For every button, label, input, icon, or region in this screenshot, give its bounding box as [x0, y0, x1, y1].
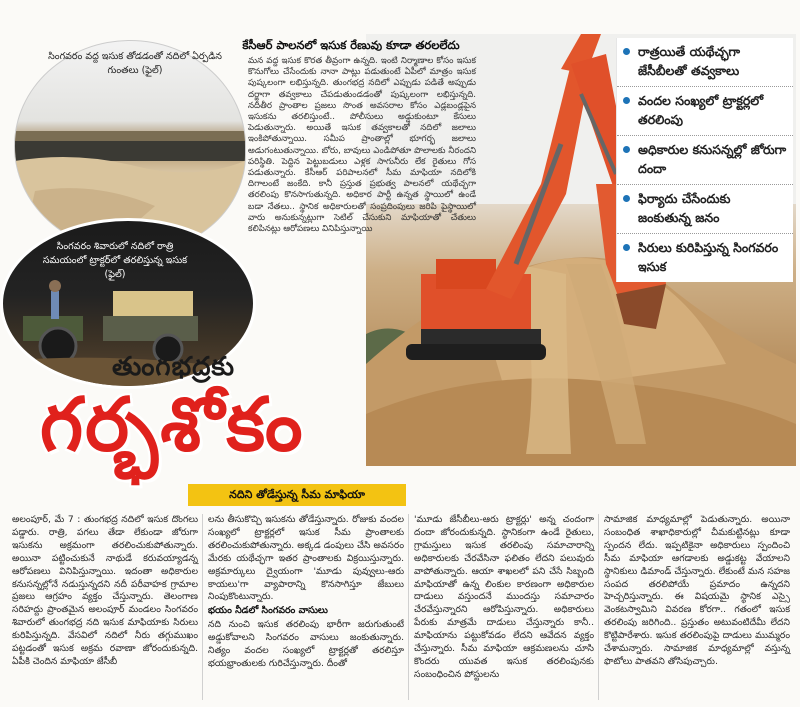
main-headline: గర్భశోకం: [40, 382, 305, 468]
photo1-caption: సింగవరం వద్ద ఇసుక తోడడంతో నదిలో ఏర్పడిన గుంతలు (ఫైల్): [48, 51, 222, 76]
bullet-dot-icon: [623, 97, 630, 104]
highlight-item: ఫిర్యాదు చేసేందుకు జంకుతున్న జనం: [617, 185, 793, 234]
headline-banner: నదిని తోడేస్తున్న సీమ మాఫియా: [188, 484, 406, 506]
title-kicker: తుంగభద్రకు: [112, 352, 235, 382]
article-column-2: [208, 514, 404, 671]
article-column-1: అలంపూర్, మే 7 : తుంగభద్ర నదిలో ఇసుక దొంగలు పడ్డారు. రాత్రి, పగలు తేడా లేకుండా జోరుగా ఇసుకను అక్రమంగా తరలించుకుపోతున్నారు. అయినా పట్టించుకునే నాథుడే కరువయ్యాడన్న ఆరోపణలు వినిపిస్తున్నాయి. ఇదంతా అధికారుల కనుసన్నల్లోనే నడుస్తున్నదని నదీ పరీవాహక గ్రామాల ప్రజలు ఆగ్రహం వ్యక్తం చేస్తున్నారు. తెలంగాణ సరిహద్దు ప్రాంతమైన అలంపూర్ మండలం సింగవరం శివారులో తుంగభద్ర నది ఇసుక మాఫియాకు సిరులు కురిపిస్తున్నది. వేసవిలో నదిలో నీరు తగ్గుముఖం పట్టడంతో ఇసుక అక్రమ రవాణా జోరందుకున్నది. ఏపీకి చెందిన మాఫియా జేసీబీ: [12, 514, 198, 667]
story-body: మన వద్ద ఇసుక కొరత తీవ్రంగా ఉన్నది. ఇంటి నిర్మాణాల కోసం ఇసుక కొనుగోలు చేసేందుకు నానా పాట్లు పడుతుంటే ఏపీలో మాత్రం ఇసుక పుష్కలంగా లభిస్తున్నది. తుంగభద్ర నదిలో ఎప్పుడు పడితే అప్పుడు దర్జాగా తవ్వకాలు చేపడుతుండడంతో పుష్కలంగా లభిస్తున్నది. నదీతీర ప్రాంతాల ప్రజలు సొంత అవసరాల కోసం ఎడ్లబండ్లపైన ఇసుకను తరలిస్తుంటే.. పోలీసులు అడ్డుకుంటూ కేసులు పెడుతున్నారు. అయితే ఇసుక తవ్వకాలతో నదిలో జలాలు ఇంకిపోతున్నాయి. సమీప ప్రాంతాల్లో భూగర్భ జలాలు అడుగంటుతున్నాయి. బోరు, బావులు ఎండిపోతూ పొలాలకు నీరందని పరిస్థితి. పెద్దిన పెట్టుబడులు ఎళ్లక సాగునీరు లేక రైతులు గోస పడుతున్నారు. కేసీఆర్ పరిపాలనలో సీమ మాఫియా నదిలోకి దిగాలంటే జంకేది. కానీ ప్రస్తుత ప్రభుత్వ పాలనలో యథేచ్ఛగా తరలింపు కొనసాగుతున్నది. అధికార పార్టీ ఉన్నత స్థాయిలో ఉండే బడా నేతలు.. స్థానిక అధికారులతో సంప్రదింపులు జరిపి పైస్థాయిలో వారు అనుకున్నట్లుగా సెటిల్ చేసుకుని మాఫియాతో చేతులు కలిపినట్లు ఆరోపణలు వినిపిస్తున్నాయి: [248, 56, 476, 235]
article-column-3: 'మూడు జేసీబీలు-ఆరు ట్రాక్టర్లు' అన్న చందంగా దందా జోరందుకున్నది. స్థానికంగా ఉండే రైతులు, గ్రామస్తులు ఇసుక తరలింపు సమాచారాన్ని అధికారులకు చేరవేసినా ఫలితం లేదని పలువురు వాపోతున్నారు. ఆయా శాఖలలో పని చేసే సిబ్బంది మాఫియాతో ఉన్న లింకుల కారణంగా అధికారుల దాడులు వస్తుందనే ముందస్తు సమాచారం చేరవేస్తున్నారని ఆరోపిస్తున్నారు. అధికారులు పేరుకు మాత్రమే దాడులు చేస్తున్నారు కానీ.. మాఫియాను పట్టుకోవడం లేదని ఆవేదన వ్యక్తం చేస్తున్నారు. సీమ మాఫియా ఆక్రమణలను చూసి కొందరు యువత ఇసుక తరలింపునకు సంబంధించిన పోస్టులను: [414, 514, 594, 680]
column-2-text-a: లను తీసుకొచ్చి ఇసుకను తోడేస్తున్నారు. రోజుకు వందల సంఖ్యలో ట్రాక్టర్లలో ఇసుక సీమ ప్రాంతాలకు తరలించుకుపోతున్నారు. అక్కడ డంపులు చేసి అవసరం మేరకు యథేచ్ఛగా ఇతర ప్రాంతాలకు విక్రయిస్తున్నారు. అక్రమార్కులు ద్వైయంగా 'మూడు పువ్వులు-ఆరు కాయలు'గా వ్యాపారాన్ని కొనసాగిస్తూ జేబులు నింపుకొంటున్నారు.: [208, 514, 404, 603]
bullet-dot-icon: [623, 146, 630, 153]
column-divider: [202, 514, 203, 700]
column-subheading: భయం నీడలో సింగవరం వాసులు: [208, 605, 328, 617]
column-divider: [408, 514, 409, 700]
highlights-list: [616, 38, 793, 282]
photo2-caption: సింగవరం శివారులో నదిలో రాత్రి సమయంలో ట్రాక్టర్‌లో తరలిస్తున్న ఇసుక (ఫైల్): [42, 241, 188, 280]
article-column-4: సామాజిక మాధ్యమాల్లో పెడుతున్నారు. అయినా సంబంధిత శాఖాధికారుల్లో చీమకుట్టినట్లు కూడా స్పందన లేదు. ఇప్పటికైనా అధికారులు స్పందించి సీమ మాఫియా ఆగడాలకు అడ్డుకట్ట వేయాలని స్థానికులు డిమాండ్ చేస్తున్నారు. లేకుంటే మన సహజ సంపద తరలిపోయే ప్రమాదం ఉన్నదని హెచ్చరిస్తున్నారు. ఈ విషయమై స్థానిక ఎస్సై వెంకటస్వామిని వివరణ కోరగా.. గతంలో ఇసుక తరలింపు జరిగింది.. ప్రస్తుతం అటువంటిదేమీ లేదని కొట్టిపారేశారు. ఇసుక తరలింపుపై దాడులు ముమ్మరం చేశామన్నారు. సామాజిక మాధ్యమాల్లో వస్తున్న ఫొటోలు పాతవని తోసిపుచ్చారు.: [604, 514, 790, 667]
highlight-item: అధికారుల కనుసన్నల్లో జోరుగా దందా: [617, 136, 793, 185]
bullet-dot-icon: [623, 244, 630, 251]
column-2-text-b: నది నుంచి ఇసుక తరలింపు భారీగా జరుగుతుంటే అడ్డుకోవాలని సింగవరం వాసులు జంకుతున్నారు. నిత్యం వందల సంఖ్యలో ట్రాక్టర్లతో తరలిస్తూ భయభ్రాంతులకు గురిచేస్తున్నారు. దీంతో: [208, 619, 404, 669]
story-headline: కేసీఆర్ పాలనలో ఇసుక రేణువు కూడా తరలలేదు: [242, 38, 460, 52]
highlight-item: వందల సంఖ్యలో ట్రాక్టర్లలో తరలింపు: [617, 87, 793, 136]
bullet-dot-icon: [623, 195, 630, 202]
highlight-item: సిరులు కురిపిస్తున్న సింగవరం ఇసుక: [617, 234, 793, 282]
bullet-dot-icon: [623, 48, 630, 55]
highlight-item: రాత్రయితే యథేచ్ఛగా జేసీబీలతో తవ్వకాలు: [617, 38, 793, 87]
column-divider: [598, 514, 599, 700]
